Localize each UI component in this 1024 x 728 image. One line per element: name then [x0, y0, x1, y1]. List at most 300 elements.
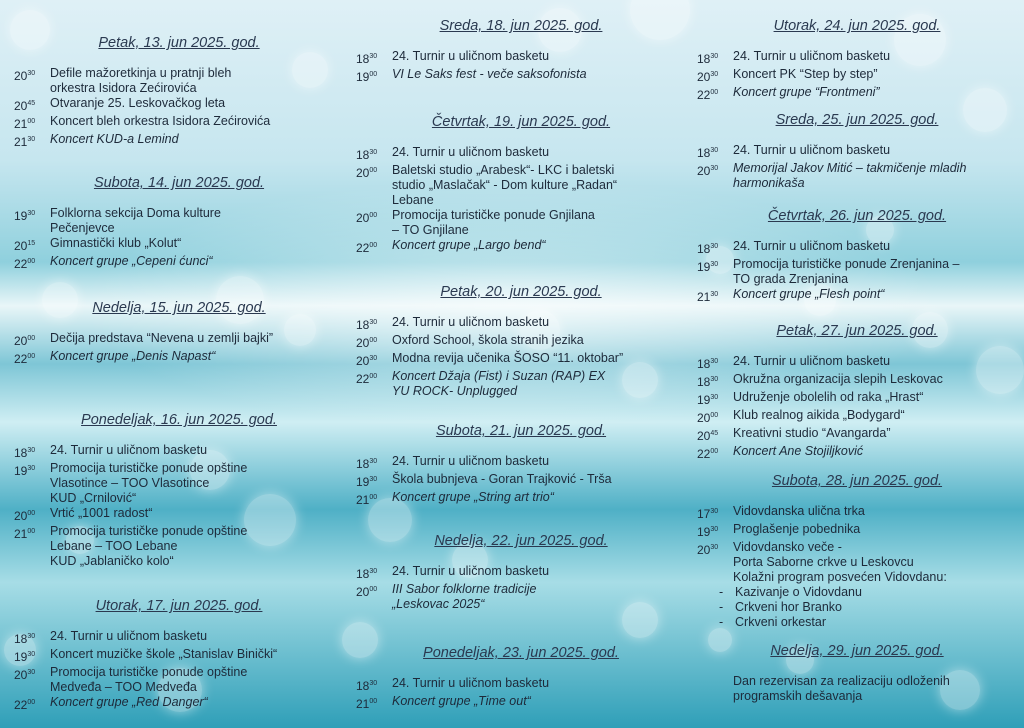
time-hour: 22 — [14, 352, 28, 366]
event-time — [697, 287, 733, 305]
event-text: Koncert grupe „Denis Napast“ — [50, 349, 216, 363]
time-minute: 00 — [710, 412, 719, 419]
day-block — [14, 34, 344, 150]
event-time — [697, 390, 733, 408]
event-time — [14, 206, 50, 236]
day-title: Subota, 28. jun 2025. god. — [771, 473, 943, 489]
event-row — [697, 504, 1017, 522]
time-minute: 30 — [710, 165, 719, 172]
time-minute: 30 — [710, 71, 719, 78]
event-row — [14, 461, 344, 506]
event-time — [14, 524, 50, 569]
event-time — [697, 257, 733, 287]
event-text: Crkveni orkestar — [735, 615, 826, 629]
time-hour: 20 — [356, 211, 370, 225]
event-row — [356, 490, 686, 508]
time-minute: 00 — [369, 167, 378, 174]
event-time — [14, 629, 50, 647]
day-block — [356, 17, 686, 85]
event-row — [356, 454, 686, 472]
time-hour: 20 — [14, 99, 28, 113]
time-hour: 18 — [697, 52, 711, 66]
time-hour: 20 — [697, 429, 711, 443]
event-row — [697, 522, 1017, 540]
time-hour: 18 — [356, 148, 370, 162]
event-row — [697, 600, 1017, 615]
day-title: Utorak, 17. jun 2025. god. — [95, 598, 263, 614]
time-minute: 45 — [710, 430, 719, 437]
time-hour: 19 — [356, 70, 370, 84]
time-minute: 00 — [369, 698, 378, 705]
event-time — [14, 132, 50, 150]
time-hour: 22 — [697, 88, 711, 102]
event-time — [14, 665, 50, 695]
event-row — [697, 372, 1017, 390]
day-title: Ponedeljak, 23. jun 2025. god. — [423, 645, 619, 661]
event-text: 24. Turnir u uličnom basketu — [392, 676, 550, 690]
time-minute: 30 — [369, 355, 378, 362]
event-row — [697, 408, 1017, 426]
time-minute: 30 — [710, 53, 719, 60]
column-2 — [356, 0, 686, 728]
time-hour: 20 — [697, 70, 711, 84]
day-block — [697, 111, 1017, 191]
event-time — [697, 49, 733, 67]
time-hour: 20 — [14, 239, 28, 253]
time-hour: 18 — [697, 242, 711, 256]
event-text: Koncert Džaja (Fist) i Suzan (RAP) EX YU ROCK- Unplugged — [392, 369, 606, 398]
time-minute: 00 — [710, 89, 719, 96]
event-time — [356, 490, 392, 508]
event-row — [697, 239, 1017, 257]
event-row — [14, 96, 344, 114]
time-hour: 20 — [14, 69, 28, 83]
event-text: Škola bubnjeva - Goran Trajković - Trša — [392, 472, 612, 486]
event-text: Baletski studio „Arabesk“- LKC i baletski studio „Maslačak“ - Dom kulture „Radan“ Lebane — [392, 163, 618, 207]
time-hour: 21 — [356, 697, 370, 711]
event-row — [697, 444, 1017, 462]
time-minute: 00 — [369, 586, 378, 593]
event-time — [14, 349, 50, 367]
time-hour: 21 — [14, 527, 28, 541]
day-block — [14, 411, 344, 569]
time-hour: 22 — [697, 447, 711, 461]
event-time — [356, 67, 392, 85]
time-minute: 00 — [369, 494, 378, 501]
time-minute: 30 — [27, 136, 36, 143]
event-text: Promocija turističke ponude opštine Lebane – TOO Lebane KUD „Jablaničko kolo“ — [50, 524, 248, 568]
time-minute: 30 — [369, 319, 378, 326]
event-text: Koncert PK “Step by step” — [733, 67, 878, 81]
time-minute: 30 — [27, 210, 36, 217]
time-minute: 30 — [710, 358, 719, 365]
time-minute: 00 — [369, 337, 378, 344]
time-hour: 20 — [356, 354, 370, 368]
event-row — [14, 331, 344, 349]
time-minute: 30 — [369, 53, 378, 60]
event-text: VI Le Saks fest - veče saksofonista — [392, 67, 587, 81]
event-text: 24. Turnir u uličnom basketu — [392, 49, 550, 63]
event-time — [356, 238, 392, 256]
time-hour: 18 — [14, 446, 28, 460]
event-time — [356, 145, 392, 163]
time-hour: 18 — [356, 567, 370, 581]
time-hour: 19 — [697, 393, 711, 407]
event-text: Udruženje obolelih od raka „Hrast“ — [733, 390, 924, 404]
event-text: 24. Turnir u uličnom basketu — [733, 143, 891, 157]
time-minute: 30 — [710, 291, 719, 298]
event-row — [697, 49, 1017, 67]
event-text: Defile mažoretkinja u pratnji bleh orkestra Isidora Zećirovića — [50, 66, 232, 95]
time-hour: 19 — [14, 650, 28, 664]
event-time — [14, 443, 50, 461]
event-text: Vidovdanska ulična trka — [733, 504, 865, 518]
event-time — [14, 695, 50, 713]
day-block — [14, 174, 344, 272]
event-row — [356, 582, 686, 612]
day-title: Četvrtak, 26. jun 2025. god. — [767, 208, 947, 224]
day-block — [14, 299, 344, 367]
day-title: Nedelja, 29. jun 2025. god. — [770, 643, 944, 659]
event-row — [14, 647, 344, 665]
event-time — [356, 454, 392, 472]
time-hour: 19 — [356, 475, 370, 489]
event-row — [14, 524, 344, 569]
event-time — [697, 67, 733, 85]
event-text: Koncert grupe „Flesh point“ — [733, 287, 885, 301]
time-hour: 20 — [14, 509, 28, 523]
day-block — [14, 597, 344, 713]
event-time — [356, 472, 392, 490]
time-minute: 00 — [27, 699, 36, 706]
time-minute: 00 — [27, 258, 36, 265]
time-minute: 00 — [27, 335, 36, 342]
bullet-mark: - — [719, 615, 724, 629]
time-hour: 20 — [14, 334, 28, 348]
event-time — [356, 333, 392, 351]
event-text: Koncert grupe „Cepeni ćunci“ — [50, 254, 213, 268]
event-text: 24. Turnir u uličnom basketu — [392, 145, 550, 159]
time-hour: 19 — [697, 260, 711, 274]
time-minute: 30 — [710, 376, 719, 383]
time-hour: 18 — [697, 375, 711, 389]
event-text: Koncert grupe „Time out“ — [392, 694, 531, 708]
event-row — [697, 390, 1017, 408]
time-hour: 18 — [356, 52, 370, 66]
event-row — [14, 206, 344, 236]
time-minute: 00 — [710, 448, 719, 455]
event-text: 24. Turnir u uličnom basketu — [733, 354, 891, 368]
event-row — [356, 49, 686, 67]
event-row — [356, 676, 686, 694]
event-time — [356, 582, 392, 612]
event-time — [697, 504, 733, 522]
event-text: Vidovdansko veče - Porta Saborne crkve u Leskovcu Kolažni program posvećen Vidovdanu: — [733, 540, 947, 584]
time-hour: 17 — [697, 507, 711, 521]
time-minute: 30 — [369, 568, 378, 575]
event-row — [697, 287, 1017, 305]
event-time — [697, 372, 733, 390]
time-hour: 19 — [697, 525, 711, 539]
time-minute: 45 — [27, 100, 36, 107]
event-text: Koncert KUD-a Lemind — [50, 132, 179, 146]
day-block — [356, 422, 686, 508]
time-minute: 30 — [27, 70, 36, 77]
time-minute: 30 — [369, 476, 378, 483]
time-hour: 20 — [356, 585, 370, 599]
event-text: Klub realnog aikida „Bodygard“ — [733, 408, 905, 422]
time-hour: 20 — [356, 166, 370, 180]
event-row — [356, 315, 686, 333]
event-row — [697, 67, 1017, 85]
event-time — [14, 331, 50, 349]
event-text: Koncert grupe „Red Danger“ — [50, 695, 208, 709]
event-row — [14, 443, 344, 461]
time-minute: 30 — [369, 680, 378, 687]
event-text: Otvaranje 25. Leskovačkog leta — [50, 96, 226, 110]
time-minute: 00 — [27, 510, 36, 517]
event-text: Promocija turističke ponude Zrenjanina – TO grada Zrenjanina — [733, 257, 960, 286]
time-minute: 30 — [27, 465, 36, 472]
event-row — [14, 506, 344, 524]
event-text: 24. Turnir u uličnom basketu — [392, 454, 550, 468]
event-text: Koncert muzičke škole „Stanislav Binički“ — [50, 647, 278, 661]
event-text: Dečija predstava “Nevena u zemlji bajki” — [50, 331, 274, 345]
event-time — [14, 236, 50, 254]
event-row — [356, 472, 686, 490]
event-text: 24. Turnir u uličnom basketu — [50, 629, 208, 643]
time-hour: 19 — [14, 209, 28, 223]
time-hour: 20 — [356, 336, 370, 350]
column-1 — [14, 0, 344, 728]
event-time — [697, 239, 733, 257]
time-hour: 18 — [356, 318, 370, 332]
day-title: Subota, 14. jun 2025. god. — [93, 175, 265, 191]
time-minute: 15 — [27, 240, 36, 247]
event-row — [14, 665, 344, 695]
event-time — [14, 647, 50, 665]
time-hour: 18 — [697, 357, 711, 371]
time-minute: 30 — [710, 394, 719, 401]
event-text: Dan rezervisan za realizaciju odloženih programskih dešavanja — [733, 674, 950, 703]
day-title: Nedelja, 15. jun 2025. god. — [92, 300, 266, 316]
time-minute: 30 — [369, 458, 378, 465]
event-row — [356, 333, 686, 351]
event-text: Proglašenje pobednika — [733, 522, 861, 536]
time-hour: 21 — [14, 117, 28, 131]
time-hour: 20 — [14, 668, 28, 682]
time-minute: 30 — [710, 147, 719, 154]
event-row — [356, 145, 686, 163]
event-row — [697, 585, 1017, 600]
event-time — [356, 676, 392, 694]
time-hour: 18 — [356, 679, 370, 693]
event-text: Gimnastički klub „Kolut“ — [50, 236, 182, 250]
time-minute: 00 — [369, 242, 378, 249]
event-time — [356, 315, 392, 333]
event-text: Oxford School, škola stranih jezika — [392, 333, 584, 347]
time-minute: 00 — [369, 212, 378, 219]
event-row — [697, 354, 1017, 372]
event-time — [697, 540, 733, 585]
event-time — [14, 254, 50, 272]
event-time — [697, 408, 733, 426]
event-row — [356, 369, 686, 399]
day-title: Petak, 27. jun 2025. god. — [776, 323, 938, 339]
time-minute: 00 — [27, 353, 36, 360]
event-row — [356, 67, 686, 85]
event-text: Memorijal Jakov Mitić – takmičenje mladih harmonikaša — [733, 161, 967, 190]
event-row — [356, 351, 686, 369]
day-title: Sreda, 18. jun 2025. god. — [439, 18, 603, 34]
event-time — [356, 163, 392, 208]
event-row — [356, 208, 686, 238]
time-minute: 00 — [27, 118, 36, 125]
time-hour: 18 — [697, 146, 711, 160]
time-minute: 00 — [27, 528, 36, 535]
event-time — [356, 208, 392, 238]
event-text: Koncert grupe “Frontmeni” — [733, 85, 880, 99]
event-row — [14, 236, 344, 254]
time-hour: 19 — [14, 464, 28, 478]
day-block — [697, 207, 1017, 305]
event-row — [356, 163, 686, 208]
day-block — [697, 472, 1017, 630]
event-time — [697, 522, 733, 540]
event-text: Kazivanje o Vidovdanu — [735, 585, 862, 599]
day-title: Utorak, 24. jun 2025. god. — [773, 18, 941, 34]
event-time — [356, 351, 392, 369]
event-text: 24. Turnir u uličnom basketu — [733, 239, 891, 253]
event-text: Koncert grupe „String art trio“ — [392, 490, 554, 504]
time-hour: 22 — [356, 241, 370, 255]
time-hour: 22 — [14, 698, 28, 712]
event-time — [697, 85, 733, 103]
event-text: 24. Turnir u uličnom basketu — [392, 315, 550, 329]
event-time — [356, 564, 392, 582]
day-title: Petak, 20. jun 2025. god. — [440, 284, 602, 300]
event-text: Modna revija učenika ŠOSO “11. oktobar” — [392, 351, 624, 365]
event-time — [697, 143, 733, 161]
event-time — [697, 161, 733, 191]
time-minute: 30 — [27, 633, 36, 640]
event-text: 24. Turnir u uličnom basketu — [392, 564, 550, 578]
event-row — [697, 85, 1017, 103]
event-time — [697, 674, 733, 704]
event-time — [14, 96, 50, 114]
day-title: Subota, 21. jun 2025. god. — [435, 423, 607, 439]
event-text: Promocija turističke ponude opštine Medveđa – TOO Medveđa — [50, 665, 248, 694]
event-text: Promocija turističke ponude opštine Vlasotince – TOO Vlasotince KUD „Crnilović“ — [50, 461, 248, 505]
day-block — [356, 113, 686, 256]
event-text: Crkveni hor Branko — [735, 600, 842, 614]
time-minute: 00 — [369, 71, 378, 78]
day-block — [697, 17, 1017, 103]
event-row — [14, 114, 344, 132]
event-time — [697, 444, 733, 462]
event-text: 24. Turnir u uličnom basketu — [733, 49, 891, 63]
time-hour: 18 — [14, 632, 28, 646]
day-title: Nedelja, 22. jun 2025. god. — [434, 533, 608, 549]
time-minute: 30 — [27, 651, 36, 658]
event-text: Promocija turističke ponude Gnjilana – TO Gnjilane — [392, 208, 595, 237]
time-hour: 22 — [356, 372, 370, 386]
event-text: Vrtić „1001 radost“ — [50, 506, 153, 520]
time-hour: 21 — [14, 135, 28, 149]
event-row — [356, 694, 686, 712]
event-row — [697, 426, 1017, 444]
time-hour: 21 — [697, 290, 711, 304]
event-time — [14, 506, 50, 524]
event-row — [14, 349, 344, 367]
time-minute: 30 — [369, 149, 378, 156]
event-row — [14, 132, 344, 150]
day-block — [356, 283, 686, 399]
event-text: Koncert grupe „Largo bend“ — [392, 238, 546, 252]
event-row — [697, 674, 1017, 704]
time-hour: 20 — [697, 411, 711, 425]
event-time — [356, 49, 392, 67]
event-row — [356, 238, 686, 256]
event-text: III Sabor folklorne tradicije „Leskovac 2025“ — [392, 582, 537, 611]
event-text: 24. Turnir u uličnom basketu — [50, 443, 208, 457]
time-hour: 22 — [14, 257, 28, 271]
event-row — [14, 695, 344, 713]
event-time — [14, 66, 50, 96]
event-row — [697, 143, 1017, 161]
event-text: Koncert Ane Stojiljković — [733, 444, 864, 458]
time-minute: 30 — [710, 526, 719, 533]
event-row — [14, 629, 344, 647]
time-minute: 30 — [27, 669, 36, 676]
day-title: Petak, 13. jun 2025. god. — [98, 35, 260, 51]
event-row — [697, 615, 1017, 630]
event-time — [356, 369, 392, 399]
event-row — [697, 161, 1017, 191]
event-row — [697, 257, 1017, 287]
column-3 — [697, 0, 1017, 728]
event-time — [697, 426, 733, 444]
day-title: Ponedeljak, 16. jun 2025. god. — [81, 412, 277, 428]
event-text: Kreativni studio “Avangarda” — [733, 426, 891, 440]
day-block — [356, 644, 686, 712]
time-hour: 18 — [356, 457, 370, 471]
time-minute: 30 — [710, 261, 719, 268]
day-title: Sreda, 25. jun 2025. god. — [775, 112, 939, 128]
time-minute: 30 — [710, 508, 719, 515]
event-text: Folklorna sekcija Doma kulture Pečenjevce — [50, 206, 221, 235]
time-minute: 30 — [710, 243, 719, 250]
time-hour: 20 — [697, 164, 711, 178]
day-title: Četvrtak, 19. jun 2025. god. — [431, 114, 611, 130]
event-row — [356, 564, 686, 582]
time-minute: 30 — [27, 447, 36, 454]
time-hour: 20 — [697, 543, 711, 557]
time-minute: 30 — [710, 544, 719, 551]
time-minute: 00 — [369, 373, 378, 380]
event-time — [14, 461, 50, 506]
day-block — [356, 532, 686, 612]
event-time — [697, 354, 733, 372]
event-time — [356, 694, 392, 712]
event-text: Koncert bleh orkestra Isidora Zećirovića — [50, 114, 271, 128]
event-row — [14, 66, 344, 96]
event-row — [697, 540, 1017, 585]
time-hour: 21 — [356, 493, 370, 507]
day-block — [697, 322, 1017, 462]
bullet-mark: - — [719, 600, 724, 614]
event-time — [14, 114, 50, 132]
